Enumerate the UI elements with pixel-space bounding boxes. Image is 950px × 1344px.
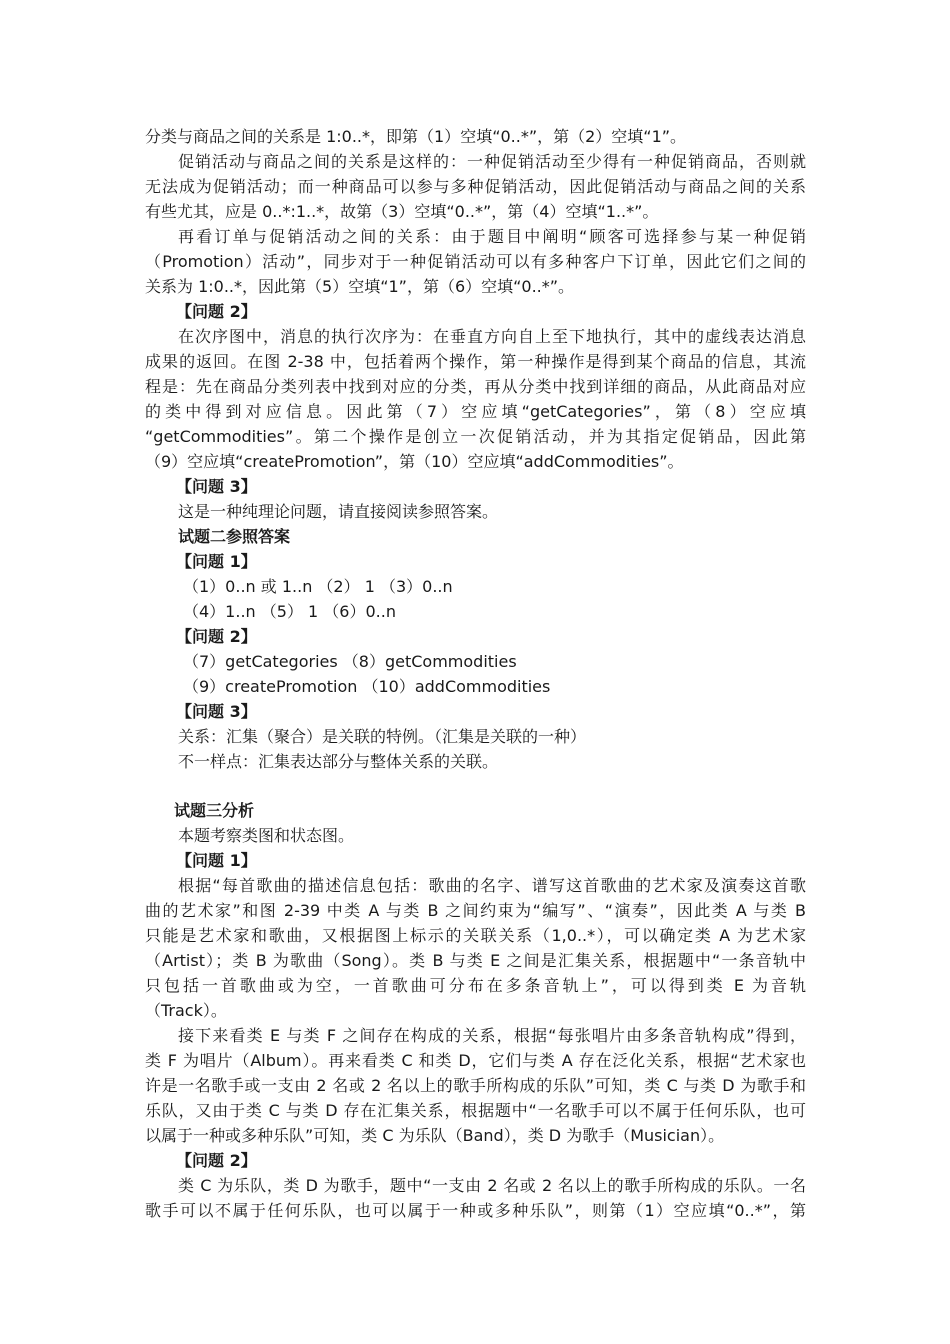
paragraph-line: 这是一种纯理论问题，请直接阅读参照答案。	[178, 502, 499, 521]
paragraph-line: 在次序图中，消息的执行次序为：在垂直方向自上至下地执行，其中的虚线表达消息	[178, 327, 806, 346]
paragraph-line: 成果的返回。在图 2-38 中，包括着两个操作，第一种操作是得到某个商品的信息，其流	[145, 352, 806, 371]
paragraph-line: 乐队，又由于类 C 与类 D 存在汇集关系，根据题中“一名歌手可以不属于任何乐队，也可	[145, 1101, 806, 1120]
paragraph-line: 类 C 为乐队，类 D 为歌手，题中“一支由 2 名或 2 名以上的歌手所构成的乐队。一名	[178, 1176, 806, 1195]
paragraph-line: 只能是艺术家和歌曲，又根据图上标示的关联关系（1,0..*），可以确定类 A 为艺术家	[145, 926, 806, 945]
paragraph-line: （9）空应填“createPromotion”，第（10）空应填“addCommodities”。	[145, 452, 684, 471]
paragraph-line: 接下来看类 E 与类 F 之间存在构成的关系，根据“每张唱片由多条音轨构成”得到，	[178, 1026, 806, 1045]
paragraph-line: 再看订单与促销活动之间的关系：由于题目中阐明“顾客可选择参与某一种促销	[178, 227, 806, 246]
answer-line: 关系：汇集（聚合）是关联的特例。（汇集是关联的一种）	[178, 727, 587, 746]
paragraph-line: （Promotion）活动”，同步对于一种促销活动可以有多种客户下订单，因此它们之间的	[145, 252, 806, 271]
section-heading: 【问题 2】	[176, 302, 257, 321]
section-heading: 【问题 2】	[176, 1151, 257, 1170]
paragraph-line: 促销活动与商品之间的关系是这样的：一种促销活动至少得有一种促销商品，否则就	[178, 152, 806, 171]
paragraph-line: （Track）。	[145, 1001, 227, 1020]
paragraph-line: 以属于一种或多种乐队”可知，类 C 为乐队（Band），类 D 为歌手（Musician）。	[145, 1126, 725, 1145]
paragraph-line: 本题考察类图和状态图。	[178, 826, 355, 845]
paragraph-line: 分类与商品之间的关系是 1:0..*，即第（1）空填“0..*”，第（2）空填“1”。	[145, 127, 687, 146]
answer-line: （4）1..n （5） 1 （6）0..n	[183, 602, 396, 621]
paragraph-line: 关系为 1:0..*，因此第（5）空填“1”，第（6）空填“0..*”。	[145, 277, 575, 296]
paragraph-line: 歌手可以不属于任何乐队，也可以属于一种或多种乐队”，则第（1）空应填“0..*”，第	[145, 1201, 806, 1220]
paragraph-line: 许是一名歌手或一支由 2 名或 2 名以上的歌手所构成的乐队”可知，类 C 与类 D 为歌手和	[145, 1076, 806, 1095]
paragraph-line: （Artist）；类 B 为歌曲（Song）。类 B 与类 E 之间是汇集关系，根据题中“一条音轨中	[145, 951, 806, 970]
answer-title: 试题二参照答案	[178, 527, 291, 546]
analysis-title: 试题三分析	[174, 801, 255, 820]
answer-line: （1）0..n 或 1..n （2） 1 （3）0..n	[183, 577, 453, 596]
section-heading: 【问题 3】	[176, 702, 257, 721]
paragraph-line: 有些尤其，应是 0..*:1..*，故第（3）空填“0..*”，第（4）空填“1..*”。	[145, 202, 659, 221]
paragraph-line: 程是：先在商品分类列表中找到对应的分类，再从分类中找到详细的商品，从此商品对应	[145, 377, 806, 396]
paragraph-line: “getCommodities”。第二个操作是创立一次促销活动，并为其指定促销品，因此第	[145, 427, 806, 446]
answer-line: （7）getCategories （8）getCommodities	[183, 652, 517, 671]
section-heading: 【问题 1】	[176, 851, 257, 870]
paragraph-line: 类 F 为唱片（Album）。再来看类 C 和类 D，它们与类 A 存在泛化关系，根据“艺术家也	[145, 1051, 806, 1070]
paragraph-line: 曲的艺术家”和图 2-39 中类 A 与类 B 之间约束为“编写”、“演奏”，因此类 A 与类 B	[145, 901, 806, 920]
paragraph-line: 无法成为促销活动；而一种商品可以参与多种促销活动，因此促销活动与商品之间的关系	[145, 177, 806, 196]
section-heading: 【问题 1】	[176, 552, 257, 571]
section-heading: 【问题 2】	[176, 627, 257, 646]
paragraph-line: 的类中得到对应信息。因此第（7）空应填“getCategories”，第（8）空应填	[145, 402, 806, 421]
section-heading: 【问题 3】	[176, 477, 257, 496]
paragraph-line: 根据“每首歌曲的描述信息包括：歌曲的名字、谱写这首歌曲的艺术家及演奏这首歌	[178, 876, 806, 895]
answer-line: （9）createPromotion （10）addCommodities	[183, 677, 551, 696]
answer-line: 不一样点：汇集表达部分与整体关系的关联。	[178, 752, 499, 771]
paragraph-line: 只包括一首歌曲或为空，一首歌曲可分布在多条音轨上”，可以得到类 E 为音轨	[145, 976, 806, 995]
